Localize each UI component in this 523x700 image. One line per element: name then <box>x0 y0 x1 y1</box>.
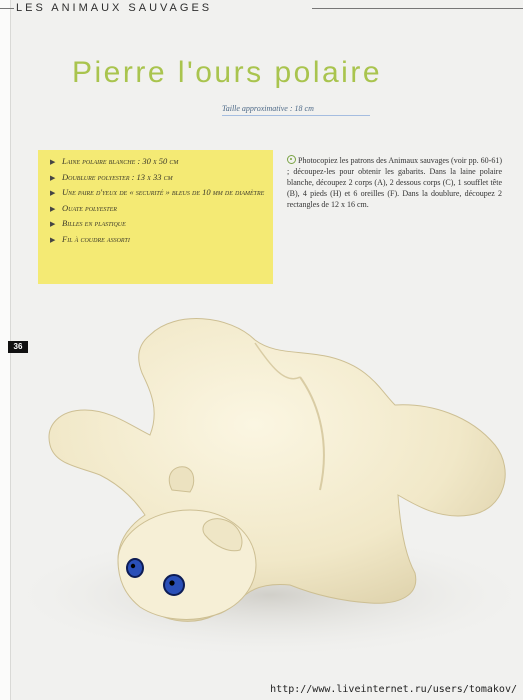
instructions-text: Photocopiez les patrons des Animaux sauvages (voir pp. 60-61) ; découpez-les pour obtenir les gabarits. Dans la laine polaire blanche, découpez 2 corps (A), 2 dessous corps (C), 1 soufflet tête (B), 4 pieds (H) et 6 oreilles (F). Dans la doublure, découpez 2 rectangles de 12 x 16 cm. <box>287 156 502 209</box>
triangle-right-icon: ▶ <box>50 204 56 213</box>
material-item: ▶ Doublure polyester : 13 x 33 cm <box>50 171 173 182</box>
bear-ear-left <box>169 467 193 492</box>
material-item: ▶ Une paire d'yeux de « securité » bleus de 10 mm de diamètre <box>50 187 265 197</box>
circle-dot-icon <box>287 155 296 164</box>
triangle-right-icon: ▶ <box>50 173 56 182</box>
material-item: ▶ Laine polaire blanche : 30 x 50 cm <box>50 156 179 166</box>
triangle-right-icon: ▶ <box>50 220 56 228</box>
material-item: ▶ Fil à coudre assorti <box>50 233 130 244</box>
source-url[interactable]: http://www.liveinternet.ru/users/tomakov/ <box>270 684 517 695</box>
header-rule-right <box>312 8 523 9</box>
subtitle-underline <box>222 115 370 116</box>
triangle-right-icon: ▶ <box>50 158 56 166</box>
header-rule-left <box>0 8 14 9</box>
page-title: Pierre l'ours polaire <box>72 56 383 89</box>
bear-eye-right <box>164 575 184 595</box>
material-item: ▶ Ouate polyester <box>50 202 117 213</box>
material-item: ▶ Billes en plastique <box>50 218 126 228</box>
page-number: 36 <box>8 341 28 353</box>
polar-bear-photo <box>0 295 523 690</box>
section-header: LES ANIMAUX SAUVAGES <box>16 2 213 14</box>
materials-list <box>50 156 265 249</box>
instructions-paragraph <box>287 155 502 210</box>
triangle-right-icon: ▶ <box>50 235 56 244</box>
bear-eye-left <box>127 559 143 577</box>
triangle-right-icon: ▶ <box>50 189 56 197</box>
size-subtitle: Taille approximative : 18 cm <box>222 104 314 113</box>
